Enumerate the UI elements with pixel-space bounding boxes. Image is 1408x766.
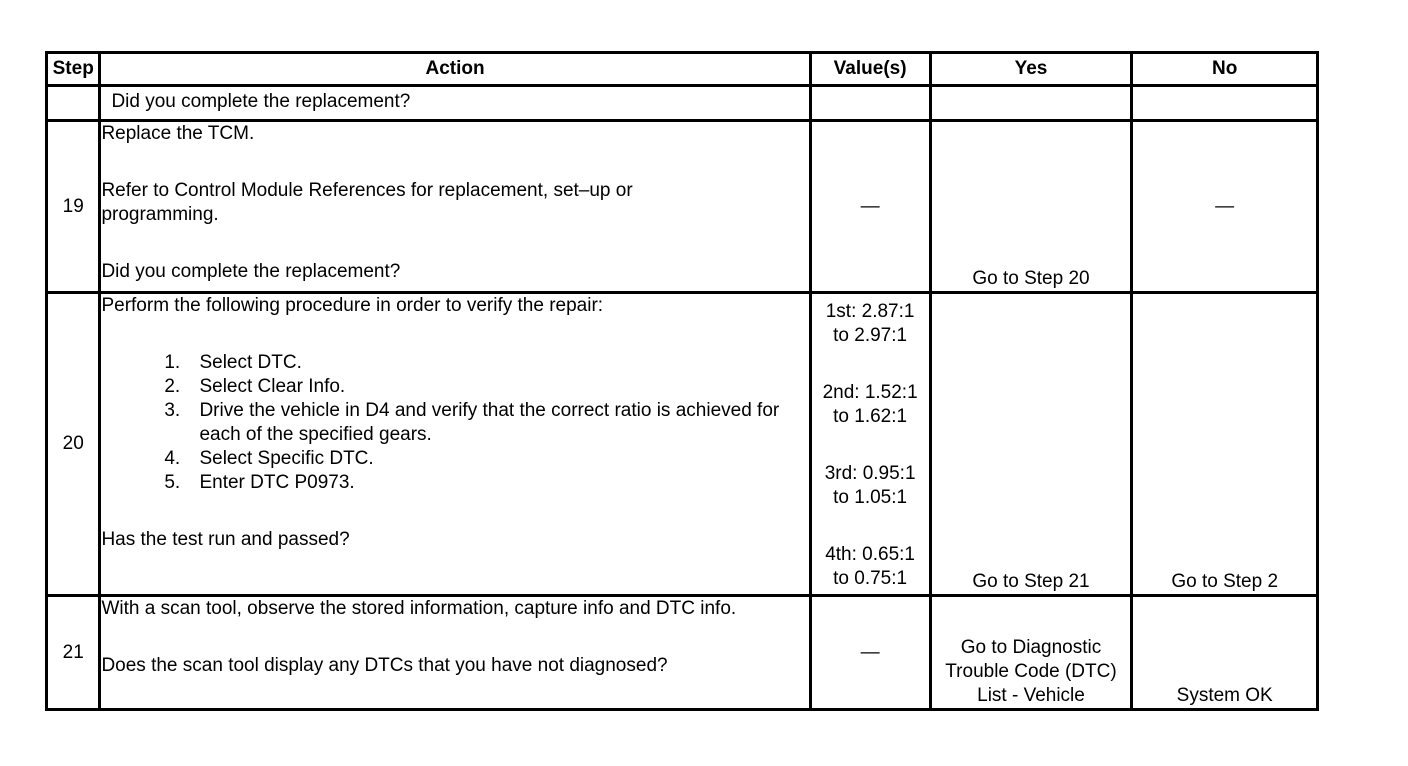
yes-link-step-20[interactable]: Go to Step 20 [930, 121, 1132, 293]
header-action: Action [100, 53, 810, 86]
ratio-line: 2nd: 1.52:1 [822, 382, 918, 403]
list-item: 3. Drive the vehicle in D4 and verify that the correct ratio is achieved for each of the specified gears. [185, 399, 808, 447]
action-question: Has the test run and passed? [101, 529, 350, 550]
value-cell [810, 293, 930, 596]
yes-line: List - Vehicle [977, 685, 1085, 706]
value-cell [810, 86, 930, 121]
step-cell [47, 86, 100, 121]
list-item: 2. Select Clear Info. [185, 375, 808, 399]
no-cell-system-ok: System OK [1132, 596, 1318, 710]
action-cell [100, 293, 810, 596]
no-cell: — [1132, 121, 1318, 293]
action-question: Does the scan tool display any DTCs that you have not diagnosed? [101, 655, 668, 676]
ratio-line: to 1.62:1 [833, 406, 908, 427]
list-item: 1. Select DTC. [185, 351, 808, 375]
diagnostic-table [45, 51, 1319, 711]
action-question: Did you complete the replacement? [101, 261, 401, 282]
value-cell: — [810, 596, 930, 710]
ratio-line: 4th: 0.65:1 [825, 544, 915, 565]
yes-link-dtc-list[interactable] [930, 596, 1132, 710]
ratio-line: 1st: 2.87:1 [825, 301, 915, 322]
table-row-step-19 [47, 121, 1318, 293]
value-cell: — [810, 121, 930, 293]
yes-line: Trouble Code (DTC) [945, 661, 1117, 682]
list-item: 4. Select Specific DTC. [185, 447, 808, 471]
step-number: 21 [47, 596, 100, 710]
action-cell [100, 596, 810, 710]
table-row-step-20 [47, 293, 1318, 596]
header-no: No [1132, 53, 1318, 86]
ratio-line: to 2.97:1 [833, 325, 908, 346]
ratio-line: to 0.75:1 [833, 568, 908, 589]
header-step: Step [47, 53, 100, 86]
action-text: Perform the following procedure in order to verify the repair: [101, 295, 604, 316]
header-yes: Yes [930, 53, 1132, 86]
action-cell [100, 121, 810, 293]
ratio-line: 3rd: 0.95:1 [824, 463, 916, 484]
step-number: 20 [47, 293, 100, 596]
action-cell: Did you complete the replacement? [100, 86, 810, 121]
table-row-step-21 [47, 596, 1318, 710]
no-cell [1132, 86, 1318, 121]
procedure-list [101, 351, 808, 495]
step-number: 19 [47, 121, 100, 293]
header-row [47, 53, 1318, 86]
table-row [47, 86, 1318, 121]
header-values: Value(s) [810, 53, 930, 86]
action-text: With a scan tool, observe the stored information, capture info and DTC info. [101, 598, 737, 619]
yes-cell [930, 86, 1132, 121]
action-text: Refer to Control Module References for replacement, set–up or programming. [101, 180, 633, 225]
yes-line: Go to Diagnostic [960, 637, 1102, 658]
yes-link-step-21[interactable]: Go to Step 21 [930, 293, 1132, 596]
no-link-step-2[interactable]: Go to Step 2 [1132, 293, 1318, 596]
list-item: 5. Enter DTC P0973. [185, 471, 808, 495]
ratio-line: to 1.05:1 [833, 487, 908, 508]
action-text: Replace the TCM. [101, 123, 255, 144]
